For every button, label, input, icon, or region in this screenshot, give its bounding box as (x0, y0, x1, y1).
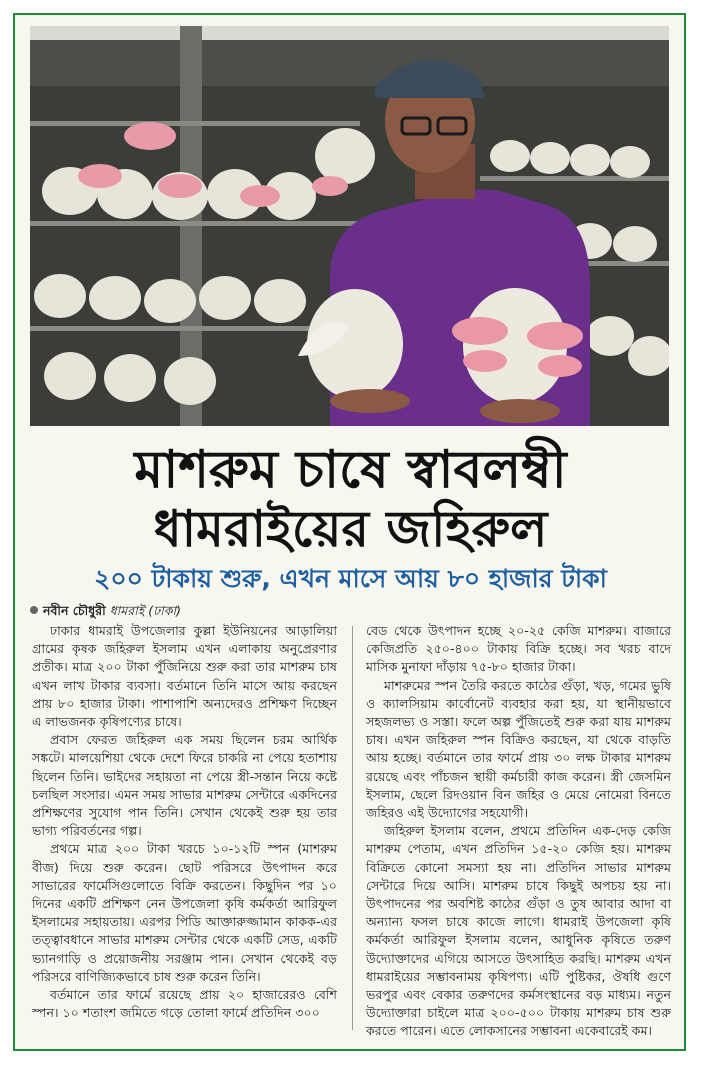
byline-place: ধামরাই (ঢাকা) (109, 603, 182, 618)
article-column-right (366, 622, 671, 1041)
headline-line-2: ধামরাইয়ের জহিরুল (153, 500, 548, 558)
article-paragraph: বর্তমানে তার ফার্মে রয়েছে প্রায় ২০ হাজারেরও বেশি স্পন। ১০ শতাংশ জমিতে গড়ে তোলা ফার্মে প্রতিদিন ৩০০ (32, 987, 337, 1021)
article-paragraph: ঢাকার ধামরাই উপজেলার কুল্লা ইউনিয়নের আড়ালিয়া গ্রামের কৃষক জহিরুল ইসলাম এখন এলাকায় অনুপ্রেরণার প্রতীক। মাত্র ২০০ টাকা পুঁজিনিয়ে শুরু করা তার মাশরুম চাষ এখন লাখ টাকার ব্যবসা। বর্তমানে তিনি মাসে আয় করছেন প্রায় ৮০ হাজার টাকা। পাশাপাশি অন্যদেরও প্রশিক্ষণ দিচ্ছেন এ লাভজনক কৃষিপণ্যের চাষে। (32, 623, 337, 730)
byline-author: নবীন চৌধুরী (43, 603, 106, 618)
article-paragraph: বেড থেকে উৎপাদন হচ্ছে ২০-২৫ কেজি মাশরুম। বাজারে কেজিপ্রতি ২৫০-৪০০ টাকায় বিক্রি হচ্ছে। সব খরচ বাদে মাসিক মুনাফা দাঁড়ায় ৭৫-৮০ হাজার টাকা। (366, 623, 671, 675)
mushroom-farm-photo (30, 26, 669, 426)
article-paragraph: মাশরুমের স্পন তৈরি করতে কাঠের গুঁড়া, খড়, গমের ভুষি ও ক্যালসিয়াম কার্বোনেট ব্যবহার করা হয়, যা স্থানীয়ভাবে সহজলভ্য ও সস্তা। ফলে অল্প পুঁজিতেই শুরু করা যায় মাশরুম চাষ। এখন জহিরুল স্পন বিক্রিও করছেন, যা থেকে বাড়তি আয় হচ্ছে। বর্তমানে তার ফার্মে প্রায় ৩০ লক্ষ টাকার মাশরুম রয়েছে এবং পাঁচজন স্থায়ী কর্মচারী কাজ করেন। স্ত্রী জেসমিন ইসলাম, ছেলে রিদওয়ান বিন জহির ও মেয়ে নোমেরা বিনতে জহিরও এই উদ্যোগের সহযোগী। (366, 677, 671, 821)
column-divider (352, 626, 353, 1030)
article-photo (30, 26, 669, 426)
article-column-left (32, 622, 337, 1022)
article-paragraph: প্রবাস ফেরত জহিরুল এক সময় ছিলেন চরম আর্থিক সঙ্কটে। মালয়েশিয়া থেকে দেশে ফিরে চাকরি না পেয়ে হতাশায় ছিলেন তিনি। ভাইদের সহায়তা না পেয়ে স্ত্রী-সন্তান নিয়ে কষ্টে চলছিল সংসার। এমন সময় সাভার মাশরুম সেন্টারে একদিনের প্রশিক্ষণের সুযোগ পান তিনি। সেখান থেকেই শুরু হয় তার ভাগ্য পরিবর্তনের গল্প। (32, 732, 337, 839)
article-paragraph: জহিরুল ইসলাম বলেন, প্রথমে প্রতিদিন এক-দেড় কেজি মাশরুম পেতাম, এখন প্রতিদিন ১৫-২০ কেজি হয়। মাশরুম বিক্রিতে কোনো সমস্যা হয় না। প্রতিদিন সাভার মাশরুম সেন্টারে দিয়ে আসি। মাশরুম চাষে কিছুই অপচয় হয় না। উৎপাদনের পর অবশিষ্ট কাঠের গুঁড়া ও তুষ আবার আদা বা অন্যান্য ফসল চাষে কাজে লাগে। ধামরাই উপজেলা কৃষি কর্মকর্তা আরিফুল ইসলাম বলেন, আধুনিক কৃষিতে তরুণ উদ্যোক্তাদের এগিয়ে আসতে উৎসাহিত করছি। মাশরুম এখন ধামরাইয়ের সম্ভাবনাময় কৃষিপণ্য। এটি পুষ্টিকর, ঔষধি গুণে ভরপুর এবং বেকার তরুণদের কর্মসংস্থানের বড় মাধ্যম। নতুন উদ্যোক্তারা চাইলে মাত্র ২০০-৫০০ টাকায় মাশরুম চাষ শুরু করতে পারেন। এতে লোকসানের সম্ভাবনা একেবারেই কম। (366, 823, 671, 1039)
headline-line-1: মাশরুম চাষে স্বাবলম্বী (134, 440, 567, 500)
subheadline: ২০০ টাকায় শুরু, এখন মাসে আয় ৮০ হাজার টাকা (94, 564, 607, 593)
byline (30, 603, 181, 623)
article-paragraph: প্রথমে মাত্র ২০০ টাকা খরচে ১০-১২টি স্পন (মাশরুম বীজ) দিয়ে শুরু করেন। ছোট পরিসরে উৎপাদন করে সাভারের ফার্মেসিগুলোতে বিক্রি করতেন। কিছুদিন পর ১০ দিনের একটি প্রশিক্ষণ নেন উপজেলা কৃষি কর্মকর্তা আরিফুল ইসলামের সহায়তায়। এরপর পিডি আক্তারুজ্জামান কাকক-এর তত্ত্বাবধানে সাভার মাশরুম সেন্টার থেকে একটি সেড, একটি ভ্যানগাড়ি ও প্রয়োজনীয় সরঞ্জাম পান। সেখান থেকেই বড় পরিসরে বাণিজ্যিকভাবে চাষ শুরু করেন তিনি। (32, 841, 337, 984)
bullet-icon (30, 606, 38, 614)
